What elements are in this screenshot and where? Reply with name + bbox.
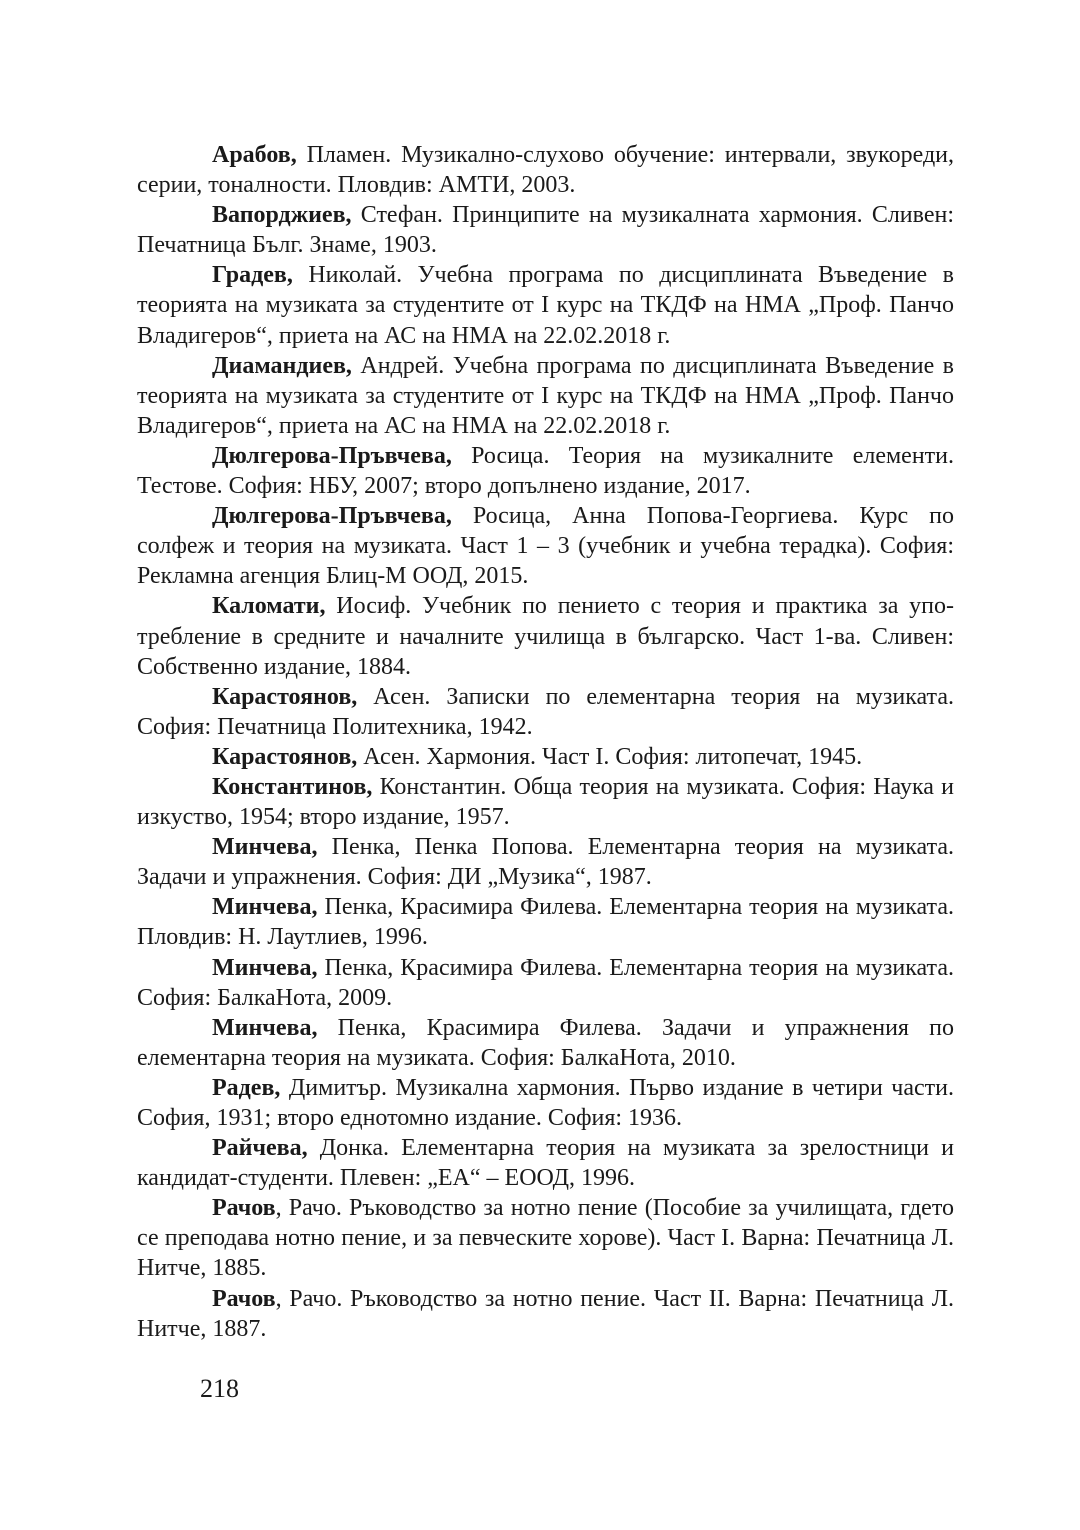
bibliography-entry [137,682,954,742]
entry-author: Минчева, [212,834,318,861]
entry-author: Карастоянов, [212,743,358,770]
page-number: 218 [200,1374,239,1403]
entry-author: Градев, [212,262,293,289]
entry-text: Асен. Записки по елементарна теория на музиката. София: Печатница Политехника, 1942. [137,683,954,740]
entry-author: Минчева, [212,894,318,921]
bibliography-entry [137,1073,954,1133]
entry-text: Асен. Хармония. Част I. София: литопечат, 1945. [357,743,863,770]
entry-author: Диамандиев, [212,352,352,379]
bibliography-entry [137,501,954,591]
entry-author: Дюлгерова-Пръвчева, [212,503,452,530]
bibliography-list [137,140,954,1344]
entry-text: Пенка, Красимира Филева. Задачи и упражнения по елементарна теория на музиката. София: БалкаНота, 2010. [137,1014,954,1071]
entry-text: Пенка, Красимира Филева. Елементарна теория на музиката. Пловдив: Н. Лаутлиев, 1996. [137,894,954,951]
entry-text: , Рачо. Ръководство за нотно пение (Пособие за училищата, гдето се преподава нотно пение, и за певческите хорове). Част I. Варна: Печатница Л. Нитче, 1885. [137,1195,954,1282]
bibliography-entry [137,260,954,350]
bibliography-entry [137,351,954,441]
entry-text: Росица, Анна Попова-Георгиева. Курс по солфеж и теория на музиката. Част 1 – 3 (учебник и учебна терадка). София: Рекламна агенция Блиц-М ООД, 2015. [137,503,954,590]
bibliography-entry [137,1284,954,1344]
entry-text: Иосиф. Учебник по пението с теория и практика за употребление в средните и началните училища в българско. Част 1-ва. Сливен: Собственно издание, 1884. [137,593,954,680]
bibliography-entry [137,892,954,952]
bibliography-entry [137,1193,954,1283]
bibliography-entry [137,742,954,772]
entry-text: Росица. Теория на музикалните елементи. Тестове. София: НБУ, 2007; второ допълнено издание, 2017. [137,442,954,500]
bibliography-entry [137,772,954,832]
bibliography-entry [137,140,954,200]
entry-author: Дюлгерова-Пръвчева, [212,442,452,469]
entry-text: Пламен. Музикално-слухово обучение: интервали, звукореди, серии, тоналности. Пловдив: АМТИ, 2003. [137,142,954,199]
entry-author: Рачов [212,1285,276,1312]
bibliography-entry [137,953,954,1013]
entry-author: Карастоянов, [212,683,358,710]
bibliography-entry [137,832,954,892]
bibliography-entry [137,1133,954,1193]
entry-text: Николай. Учебна програма по дисциплината Въведение в теорията на музиката за студентите от I курс на ТКДФ на НМА „Проф. Панчо Владигеров“, приета на АС на НМА на 22.02.2018 г. [137,262,954,349]
entry-author: Каломати, [212,593,326,620]
entry-author: Арабов, [212,142,297,168]
entry-author: Рачов [212,1195,276,1222]
entry-text: Пенка, Красимира Филева. Елементарна теория на музиката. София: БалкаНота, 2009. [137,954,954,1011]
entry-author: Райчева, [212,1135,308,1162]
entry-text: Стефан. Принципите на музикалната хармония. Сливен: Печатница Бълг. Знаме, 1903. [137,202,954,259]
entry-author: Вапорджиев, [212,202,352,229]
bibliography-entry [137,441,954,501]
entry-text: Пенка, Пенка Попова. Елементарна теория на музиката. Задачи и упражнения. София: ДИ „Музика“, 1987. [137,834,954,891]
entry-author: Минчева, [212,1014,318,1041]
bibliography-entry [137,1013,954,1073]
bibliography-entry [137,591,954,681]
entry-text: Димитър. Музикална хармония. Първо издание в четири части. София, 1931; второ еднотомно издание. София: 1936. [137,1074,954,1131]
entry-text: Донка. Елементарна теория на музиката за зрелостници и кандидат-студенти. Плевен: „ЕА“ – ЕООД, 1996. [137,1135,954,1192]
bibliography-entry [137,200,954,260]
entry-author: Минчева, [212,954,318,981]
entry-text: , Рачо. Ръководство за нотно пение. Част II. Варна: Печатница Л. Нитче, 1887. [137,1285,954,1342]
entry-author: Константинов, [212,773,373,800]
entry-author: Радев, [212,1074,281,1101]
entry-text: Андрей. Учебна програма по дисциплината Въведение в теорията на музиката за студентите от I курс на ТКДФ на НМА „Проф. Панчо Владигеров“, приета на АС на НМА на 22.02.2018 г. [137,352,954,439]
entry-text: Константин. Обща теория на музиката. София: Наука и изкуство, 1954; второ издание, 1957. [137,773,954,831]
